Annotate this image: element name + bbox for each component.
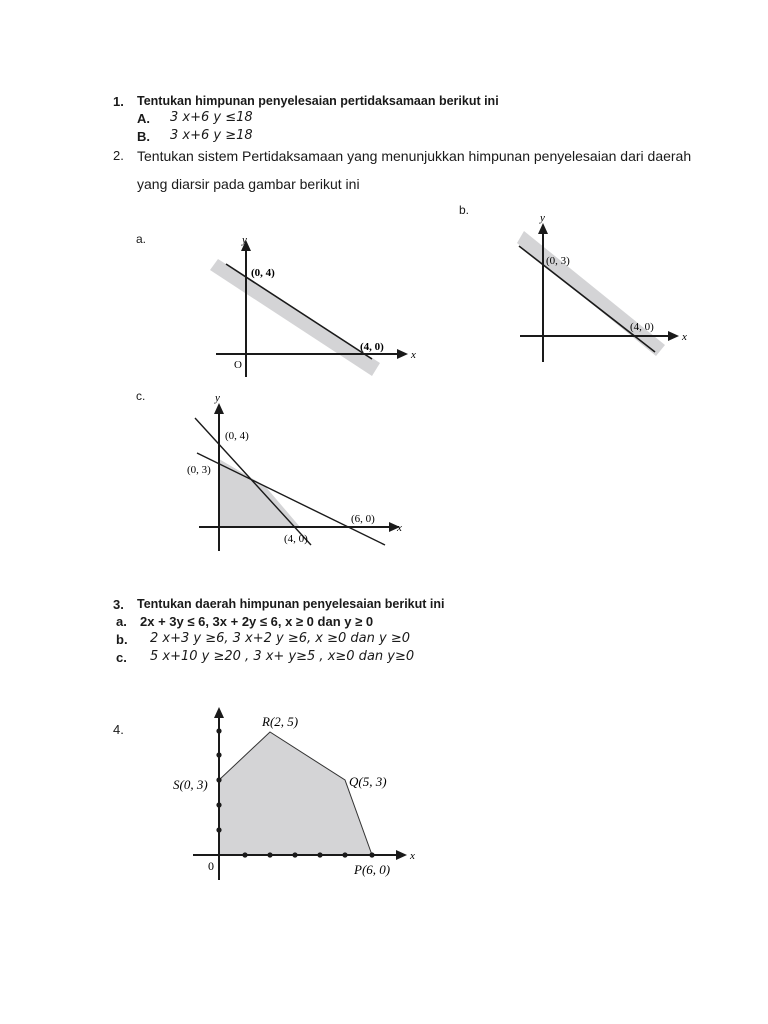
graph-b-y-label: y <box>540 212 545 224</box>
graph-c-point-4: (4, 0) <box>284 533 308 545</box>
graph-b-point-2: (4, 0) <box>630 321 654 333</box>
q2-line2: yang diarsir pada gambar berikut ini <box>137 176 360 192</box>
graph-4-x-arrow <box>396 850 407 860</box>
graph-a-point-2: (4, 0) <box>360 341 384 353</box>
q3-option-c-expr: 5 x+10 y ≥20 , 3 x+ y≥5 , x≥0 dan y≥0 <box>150 649 415 664</box>
graph-c-point-2: (0, 3) <box>187 464 211 476</box>
q1-option-a-letter: A. <box>137 111 150 126</box>
graph-b-letter: b. <box>459 203 470 217</box>
q3-text: Tentukan daerah himpunan penyelesaian berikut ini <box>137 597 445 611</box>
q3-option-a-letter: a. <box>116 614 127 629</box>
graph-a-y-label: y <box>242 234 247 246</box>
q3-option-b-letter: b. <box>116 632 128 647</box>
q3-option-a-expr: 2x + 3y ≤ 6, 3x + 2y ≤ 6, x ≥ 0 dan y ≥ 0 <box>140 614 374 629</box>
graph-4-y-arrow <box>214 707 224 718</box>
q1-option-b-expr: 3 x+6 y ≥18 <box>170 128 253 143</box>
q1-option-b-letter: B. <box>137 129 150 144</box>
q2-line1: Tentukan sistem Pertidaksamaan yang menunjukkan himpunan penyelesaian dari daerah <box>137 148 692 164</box>
graph-4-point-r: R(2, 5) <box>262 714 299 729</box>
graph-c-y-label: y <box>215 392 220 404</box>
q1-option-a-expr: 3 x+6 y ≤18 <box>170 110 253 125</box>
graph-b-point-1: (0, 3) <box>546 255 570 267</box>
graph-4-point-q: Q(5, 3) <box>349 774 387 789</box>
graph-4-x-label: x <box>410 850 415 862</box>
graph-a-point-1: (0, 4) <box>251 267 275 279</box>
graph-4-point-p: P(6, 0) <box>354 862 391 877</box>
q3-option-b-expr: 2 x+3 y ≥6, 3 x+2 y ≥6, x ≥0 dan y ≥0 <box>150 631 410 646</box>
q1-number: 1. <box>113 94 124 109</box>
graph-b-x-label: x <box>682 331 687 343</box>
graph-c-point-3: (6, 0) <box>351 513 375 525</box>
graph-c-point-1: (0, 4) <box>225 430 249 442</box>
q3-number: 3. <box>113 597 124 612</box>
q3-option-c-letter: c. <box>116 650 127 665</box>
graph-c-x-label: x <box>397 522 402 534</box>
graph-a-x-label: x <box>411 349 416 361</box>
graph-4-origin: 0 <box>208 859 214 873</box>
graph-a-origin: O <box>234 359 242 371</box>
graph-c-letter: c. <box>136 389 146 403</box>
q1-text: Tentukan himpunan penyelesaian pertidaksamaan berikut ini <box>137 94 499 108</box>
graph-a-letter: a. <box>136 232 147 246</box>
q4-number: 4. <box>113 722 124 737</box>
graph-4-point-s: S(0, 3) <box>173 777 208 792</box>
graph-4-feasible-region <box>219 732 372 855</box>
q2-number: 2. <box>113 148 124 163</box>
